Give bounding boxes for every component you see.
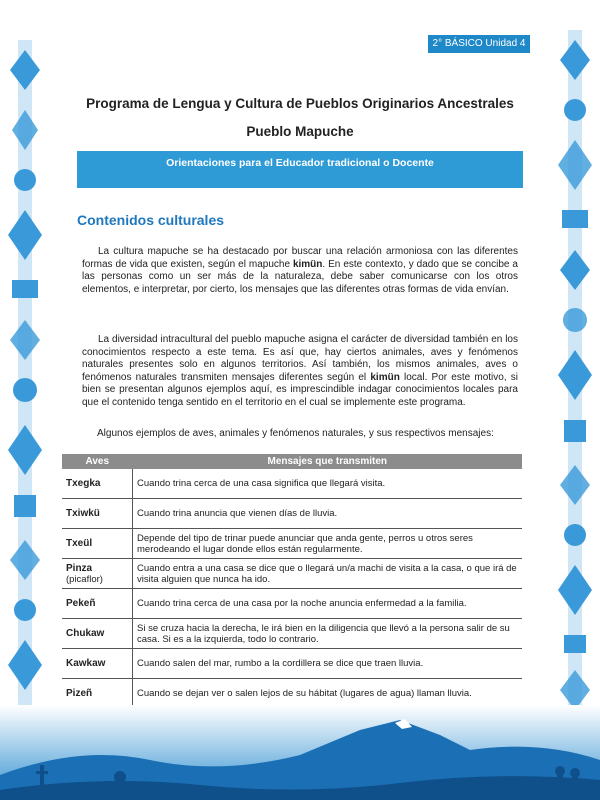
table-row	[62, 529, 522, 559]
bird-name: Txegka	[62, 469, 133, 499]
unit-tag: 2° BÁSICO Unidad 4	[428, 35, 530, 53]
table-header-row	[62, 454, 522, 469]
bird-message: Depende del tipo de trinar puede anunciar que anda gente, perros u otros seres merodeando el lugar donde ellos están regularmente.	[133, 529, 523, 559]
table-intro: Algunos ejemplos de aves, animales y fenómenos naturales, y sus respectivos mensajes:	[97, 428, 494, 439]
page-subtitle: Pueblo Mapuche	[246, 124, 354, 139]
bird-subname: (picaflor)	[66, 573, 103, 585]
bird-message: Cuando trina cerca de una casa por la noche anuncia enfermedad a la familia.	[133, 589, 523, 619]
page-title: Programa de Lengua y Cultura de Pueblos Originarios Ancestrales	[86, 96, 514, 111]
bird-name: Txiwkü	[62, 499, 133, 529]
table-row	[62, 589, 522, 619]
header-messages: Mensajes que transmiten	[133, 454, 523, 469]
section-title: Contenidos culturales	[77, 212, 225, 228]
orientation-banner	[77, 151, 523, 188]
table-row	[62, 469, 522, 499]
bird-name: Txeül	[62, 529, 133, 559]
bird-message: Cuando salen del mar, rumbo a la cordillera se dice que traen lluvia.	[133, 649, 523, 679]
decorative-border-right	[548, 30, 600, 730]
bird-message: Cuando se dejan ver o salen lejos de su hábitat (lugares de agua) llaman lluvia.	[133, 679, 523, 709]
bird-name: Pekeñ	[62, 589, 133, 619]
bird-name: Chukaw	[62, 619, 133, 649]
paragraph-2: La diversidad intracultural del pueblo mapuche asigna el carácter de diversidad también en los conocimientos respecto a este tema. Es así que, hay ciertos animales, aves y fenómenos naturales presentes solo en algunos territorios. Así también, los mismos animales, aves o fenómenos naturales transmiten mensajes diferentes según el kimün local. Por este motivo, si bien se presentan algunos ejemplos aquí, es imprescindible indagar conocimientos locales para que el contenido tenga sentido en el territorio en el cual se implemente este programa.	[82, 334, 519, 408]
birds-table	[62, 454, 522, 709]
bird-name: Pinza (picaflor)	[62, 559, 133, 589]
bird-message: Cuando trina anuncia que vienen días de lluvia.	[133, 499, 523, 529]
paragraph-1: La cultura mapuche se ha destacado por buscar una relación armoniosa con las diferentes formas de vida que existen, según el mapuche kimün. En este contexto, y dado que se concibe a las personas como un ser más de la naturaleza, debe saber comunicarse con los otros elementos, e interpretar, por cierto, los mensajes que las diferentes otras formas de vida envían.	[82, 246, 518, 295]
table-row	[62, 619, 522, 649]
landscape-footer-illustration	[0, 705, 600, 800]
bird-message: Cuando entra a una casa se dice que o llegará un/a machi de visita a la casa, o que irá de visita alguien que nunca ha ido.	[133, 559, 523, 589]
bird-name: Kawkaw	[62, 649, 133, 679]
table-row	[62, 559, 522, 589]
header-birds: Aves	[62, 454, 133, 469]
banner-text: Orientaciones para el Educador tradicional o Docente	[166, 157, 434, 169]
bird-message: Si se cruza hacia la derecha, le irá bien en la diligencia que llevó a la persona salir de su casa. Si es a la izquierda, todo lo contrario.	[133, 619, 523, 649]
table-row	[62, 499, 522, 529]
bird-name: Pizeñ	[62, 679, 133, 709]
bird-message: Cuando trina cerca de una casa significa que llegará visita.	[133, 469, 523, 499]
table-row	[62, 679, 522, 709]
decorative-border-left	[0, 40, 52, 730]
table-row	[62, 649, 522, 679]
